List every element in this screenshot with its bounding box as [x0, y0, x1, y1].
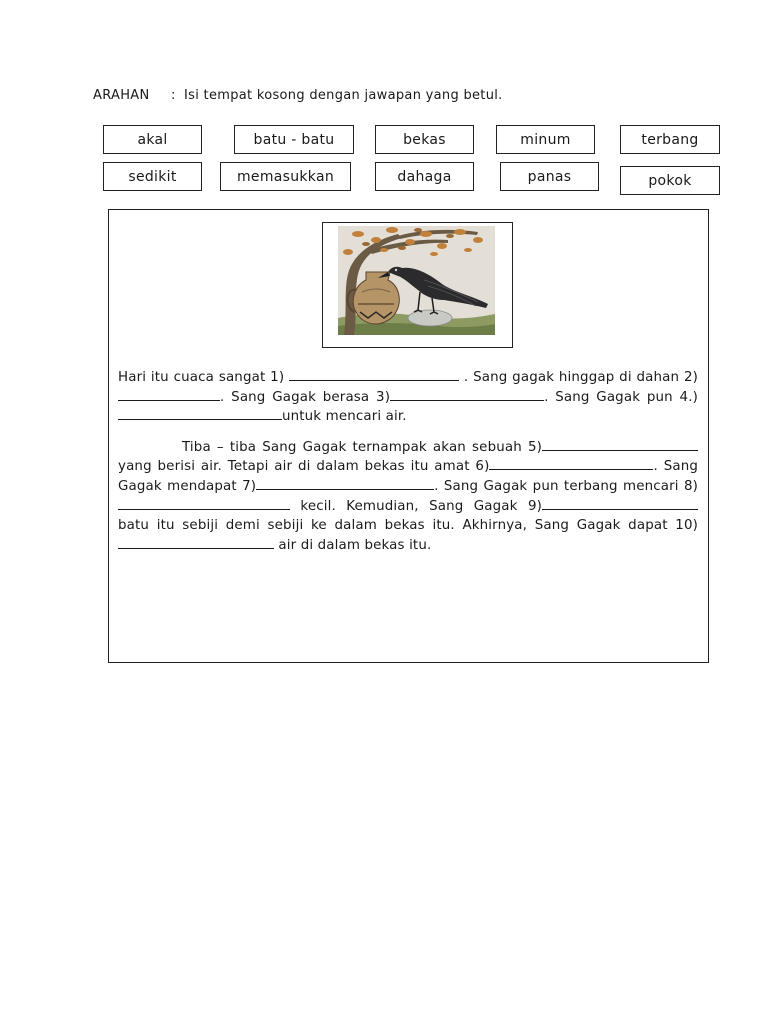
story-text: . Sang gagak hinggap di dahan 2) — [463, 370, 698, 385]
blank-7[interactable] — [256, 477, 434, 490]
instruction-label: ARAHAN — [93, 88, 150, 103]
story-text: air di dalam bekas itu. — [278, 537, 432, 553]
word-bekas: bekas — [375, 125, 474, 154]
blank-9[interactable] — [542, 497, 698, 510]
word-batu-batu: batu - batu — [234, 125, 354, 154]
story-text: Hari itu cuaca sangat 1) — [118, 370, 285, 385]
word-dahaga: dahaga — [375, 162, 474, 191]
story-text: . Sang Gagak pun terbang mencari 8) — [434, 478, 699, 494]
story-text: . Sang Gagak berasa 3) — [220, 389, 391, 405]
instruction — [93, 88, 503, 103]
blank-6[interactable] — [489, 457, 653, 470]
word-memasukkan: memasukkan — [220, 162, 351, 191]
blank-3[interactable] — [390, 388, 544, 401]
story-text: . Sang Gagak mendapat 7) — [118, 459, 698, 494]
word-terbang: terbang — [620, 125, 720, 154]
story-paragraph-2 — [118, 438, 698, 556]
blank-4[interactable] — [118, 407, 282, 420]
blank-5[interactable] — [542, 438, 698, 451]
instruction-text: Isi tempat kosong dengan jawapan yang betul. — [184, 88, 503, 103]
word-minum: minum — [496, 125, 595, 154]
story-passage — [118, 368, 698, 566]
word-sedikit: sedikit — [103, 162, 202, 191]
story-text: Tiba – tiba Sang Gagak ternampak akan sebuah 5) — [182, 439, 542, 455]
word-panas: panas — [500, 162, 599, 191]
story-text: untuk mencari air. — [282, 409, 407, 425]
blank-1[interactable] — [289, 368, 459, 381]
story-text: yang berisi air. Tetapi air di dalam bekas itu amat 6) — [118, 459, 490, 475]
word-pokok: pokok — [620, 166, 720, 195]
story-text: batu itu sebiji demi sebiji ke dalam bekas itu. Akhirnya, Sang Gagak dapat 10) — [118, 518, 698, 534]
word-akal: akal — [103, 125, 202, 154]
story-paragraph-1 — [118, 368, 698, 427]
blank-2[interactable] — [118, 388, 220, 401]
blank-10[interactable] — [118, 536, 274, 549]
instruction-colon: : — [171, 88, 176, 103]
blank-8[interactable] — [118, 497, 290, 510]
story-text: . Sang Gagak pun 4.) — [544, 389, 698, 405]
story-text: kecil. Kemudian, Sang Gagak 9) — [300, 498, 542, 514]
crow-and-pitcher-illustration — [338, 226, 495, 335]
